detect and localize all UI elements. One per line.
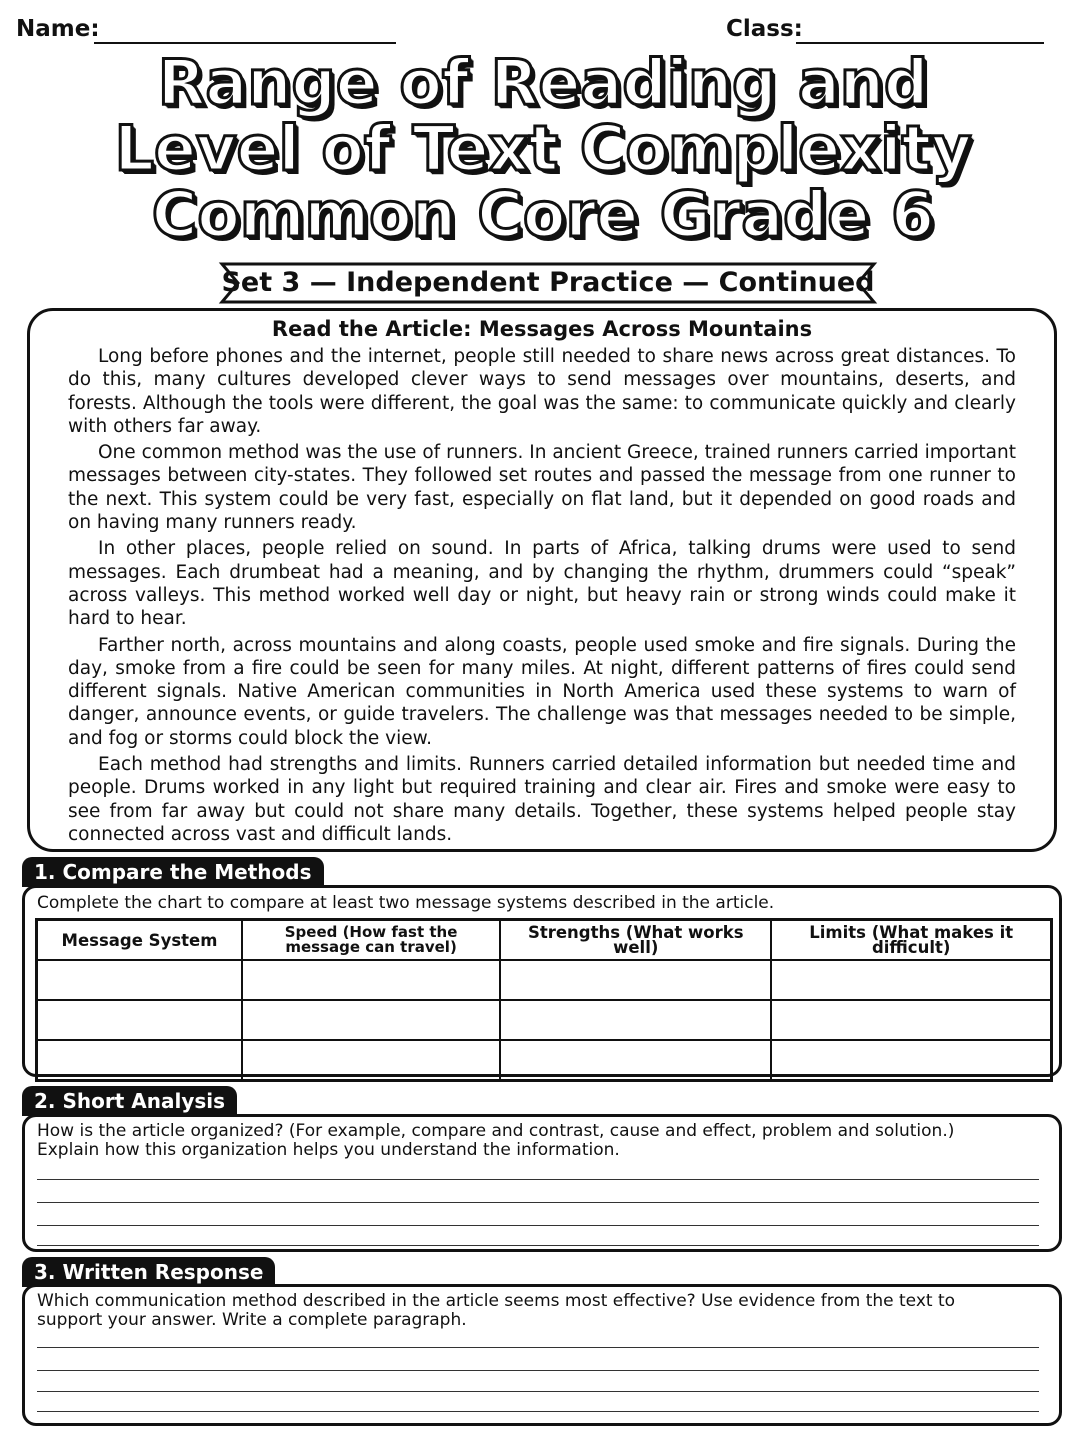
answer-line[interactable] [37,1391,1039,1392]
name-label: Name: [16,16,100,42]
class-field[interactable] [796,42,1044,44]
table-cell[interactable] [242,1000,500,1040]
column-header-strengths: Strengths (What works well) [500,920,771,961]
answer-line[interactable] [37,1202,1039,1203]
section2-question-line1: How is the article organized? (For example, compare and contrast, cause and effect, problem and solution.) [37,1121,955,1141]
section3-tab: 3. Written Response [22,1257,275,1287]
section2-tab: 2. Short Analysis [22,1086,237,1116]
column-header-limits: Limits (What makes it difficult) [771,920,1051,961]
section1-tab: 1. Compare the Methods [22,857,324,887]
table-cell[interactable] [242,1040,500,1081]
column-header-message-system: Message System [37,920,242,961]
section3-question-line2: support your answer. Write a complete paragraph. [37,1310,467,1330]
title-line-1: Range of Reading and [157,46,929,119]
answer-line[interactable] [37,1370,1039,1371]
article-paragraph: Long before phones and the internet, people still needed to share news across great distances. To do this, many cultures developed clever ways to send messages over mountains, deserts, and forests. Although the tools were different, the goal was the same: to communicate quickly and clearly with others far away. [68,346,1016,437]
table-cell[interactable] [500,1040,771,1081]
answer-line[interactable] [37,1179,1039,1180]
title-line-2: Level of Text Complexity [114,112,972,185]
section2-box [22,1114,1062,1252]
table-row [37,1000,1052,1040]
section1-box [22,885,1062,1077]
answer-line[interactable] [37,1347,1039,1348]
section2-question-line2: Explain how this organization helps you understand the information. [37,1140,620,1160]
table-cell[interactable] [500,960,771,1000]
table-cell[interactable] [771,1040,1051,1081]
answer-line[interactable] [37,1245,1039,1246]
article-paragraph: In other places, people relied on sound. In parts of Africa, talking drums were used to send messages. Each drumbeat had a meaning, and by changing the rhythm, drummers could “speak” across valleys. This method worked well day or night, but heavy rain or strong winds could make it hard to hear. [68,538,1016,630]
worksheet-title [0,46,1086,251]
section3-question-line1: Which communication method described in the article seems most effective? Use evidence from the text to [37,1291,956,1311]
title-line-3: Common Core Grade 6 [151,178,935,251]
header-row [16,12,1046,46]
article-box [27,308,1057,852]
article-title: Read the Article: Messages Across Mountains [271,317,813,341]
class-label: Class: [726,16,803,42]
table-cell[interactable] [37,960,242,1000]
answer-line[interactable] [37,1225,1039,1226]
table-row [37,1040,1052,1081]
table-cell[interactable] [242,960,500,1000]
article-paragraph: Each method had strengths and limits. Runners carried detailed information but needed time and people. Drums worked in any light but required training and clear air. Fires and smoke were easy to see from far away but could not share many details. Together, these systems helped people stay connected across vast and difficult lands. [68,754,1016,845]
table-cell[interactable] [500,1000,771,1040]
table-cell[interactable] [771,960,1051,1000]
table-cell[interactable] [37,1040,242,1081]
name-field[interactable] [94,42,396,44]
section1-instruction: Complete the chart to compare at least two message systems described in the article. [37,893,775,913]
column-header-speed: Speed (How fast the message can travel) [242,920,500,961]
table-row [37,960,1052,1000]
table-header-row [37,920,1052,961]
article-paragraph: One common method was the use of runners. In ancient Greece, trained runners carried important messages between city-states. They followed set routes and passed the message from one runner to the next. This system could be very fast, especially on flat land, but it depended on good roads and on having many runners ready. [68,442,1016,534]
table-cell[interactable] [771,1000,1051,1040]
section3-box [22,1284,1062,1426]
banner-text: Set 3 — Independent Practice — Continued [221,267,875,298]
compare-table [35,918,1053,1082]
answer-line[interactable] [37,1411,1039,1412]
set-banner [218,262,878,304]
article-body [68,345,1016,846]
article-paragraph: Farther north, across mountains and along coasts, people used smoke and fire signals. During the day, smoke from a fire could be seen for many miles. At night, different patterns of fires could send different signals. Native American communities in North America used these systems to warn of danger, announce events, or guide travelers. The challenge was that messages needed to be simple, and fog or storms could block the view. [68,634,1016,749]
table-cell[interactable] [37,1000,242,1040]
